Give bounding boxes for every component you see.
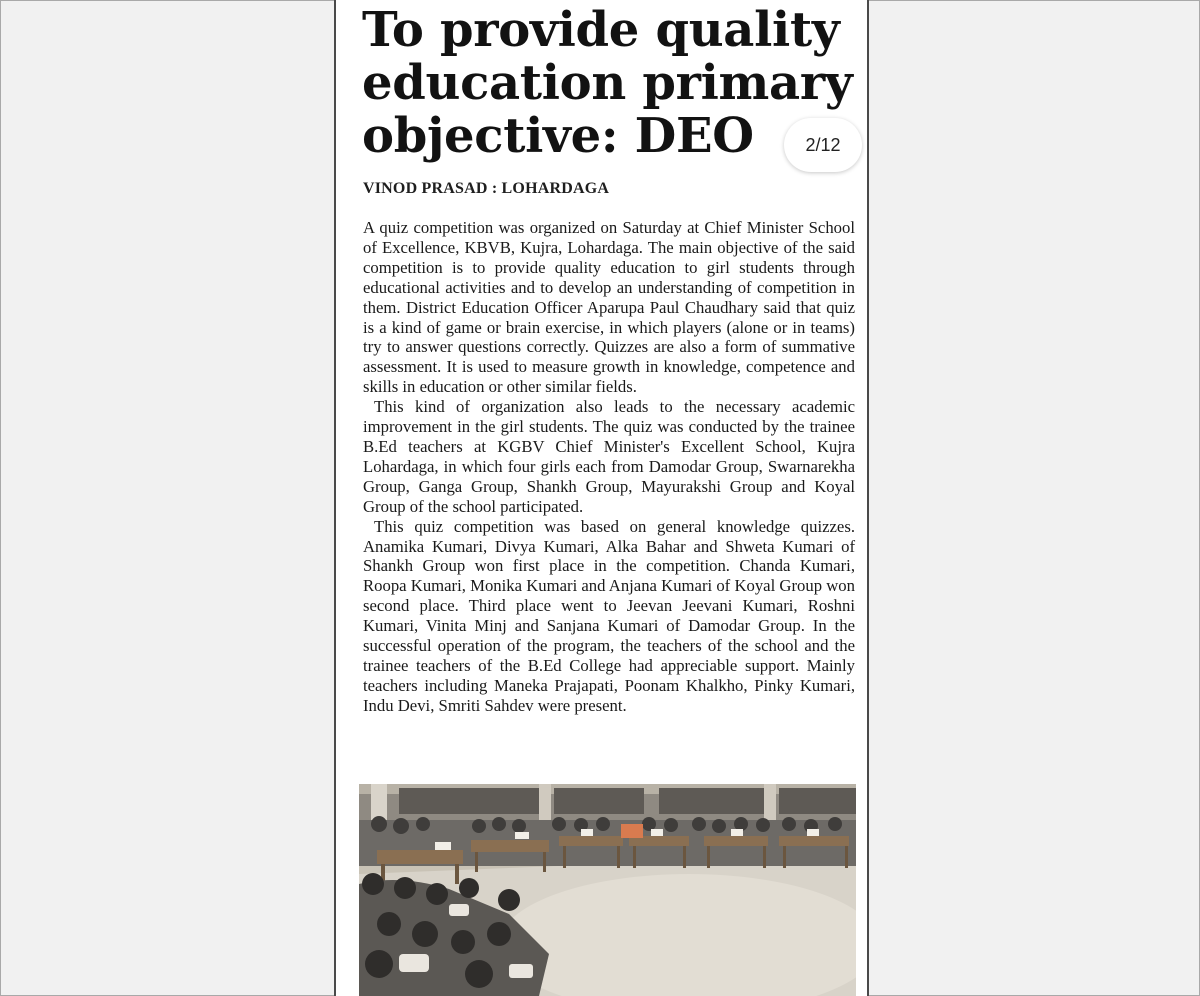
photo-window (554, 788, 644, 814)
photo-window (399, 788, 539, 814)
article-paragraph-1: A quiz competition was organized on Saturday at Chief Minister School of Excellence, KBVB, Kujra, Lohardaga. The main objective of the said competition is to provide quality education to girl students through educational activities and to develop an understanding of competition in them. District Education Officer Aparupa Paul Chaudhary said that quiz is a kind of game or brain exercise, in which players (alone or in teams) try to answer questions correctly. Quizzes are also a form of summative assessment. It is used to measure growth in knowledge, competence and skills in education or other similar fields. (363, 218, 855, 397)
article-headline: To provide quality education primary objective: DEO (362, 2, 853, 164)
page-edge-mark-right (867, 614, 869, 630)
page-edge-mark-left (334, 614, 336, 630)
photo-center-stand (621, 824, 643, 838)
page-indicator: 2/12 (784, 118, 862, 172)
photo-window (659, 788, 764, 814)
quiz-hall-photo-illustration (359, 784, 856, 996)
article-byline: VINOD PRASAD : LOHARDAGA (363, 180, 610, 197)
photo-window (779, 788, 856, 814)
article-paragraph-3: This quiz competition was based on general knowledge quizzes. Anamika Kumari, Divya Kumari, Alka Bahar and Shweta Kumari of Shankh Group won first place in the competition. Chanda Kumari, Roopa Kumari, Monika Kumari and Anjana Kumari of Koyal Group won second place. Third place went to Jeevan Jeevani Kumari, Roshni Kumari, Vinita Minj and Sanjana Kumari of Damodar Group. In the successful operation of the program, the teachers of the school and the trainee teachers of the B.Ed College had appreciable support. Mainly teachers including Maneka Prajapati, Poonam Khalkho, Pinky Kumari, Indu Devi, Smriti Sahdev were present. (363, 516, 855, 715)
article-photo (359, 784, 856, 996)
article-paragraph-2: This kind of organization also leads to the necessary academic improvement in the girl students. The quiz was conducted by the trainee B.Ed teachers at KGBV Chief Minister's Excellent School, Kujra Lohardaga, in which four girls each from Damodar Group, Swarnarekha Group, Ganga Group, Shankh Group, Mayurakshi Group and Koyal Group of the school participated. (363, 397, 855, 516)
article-body (363, 218, 855, 716)
